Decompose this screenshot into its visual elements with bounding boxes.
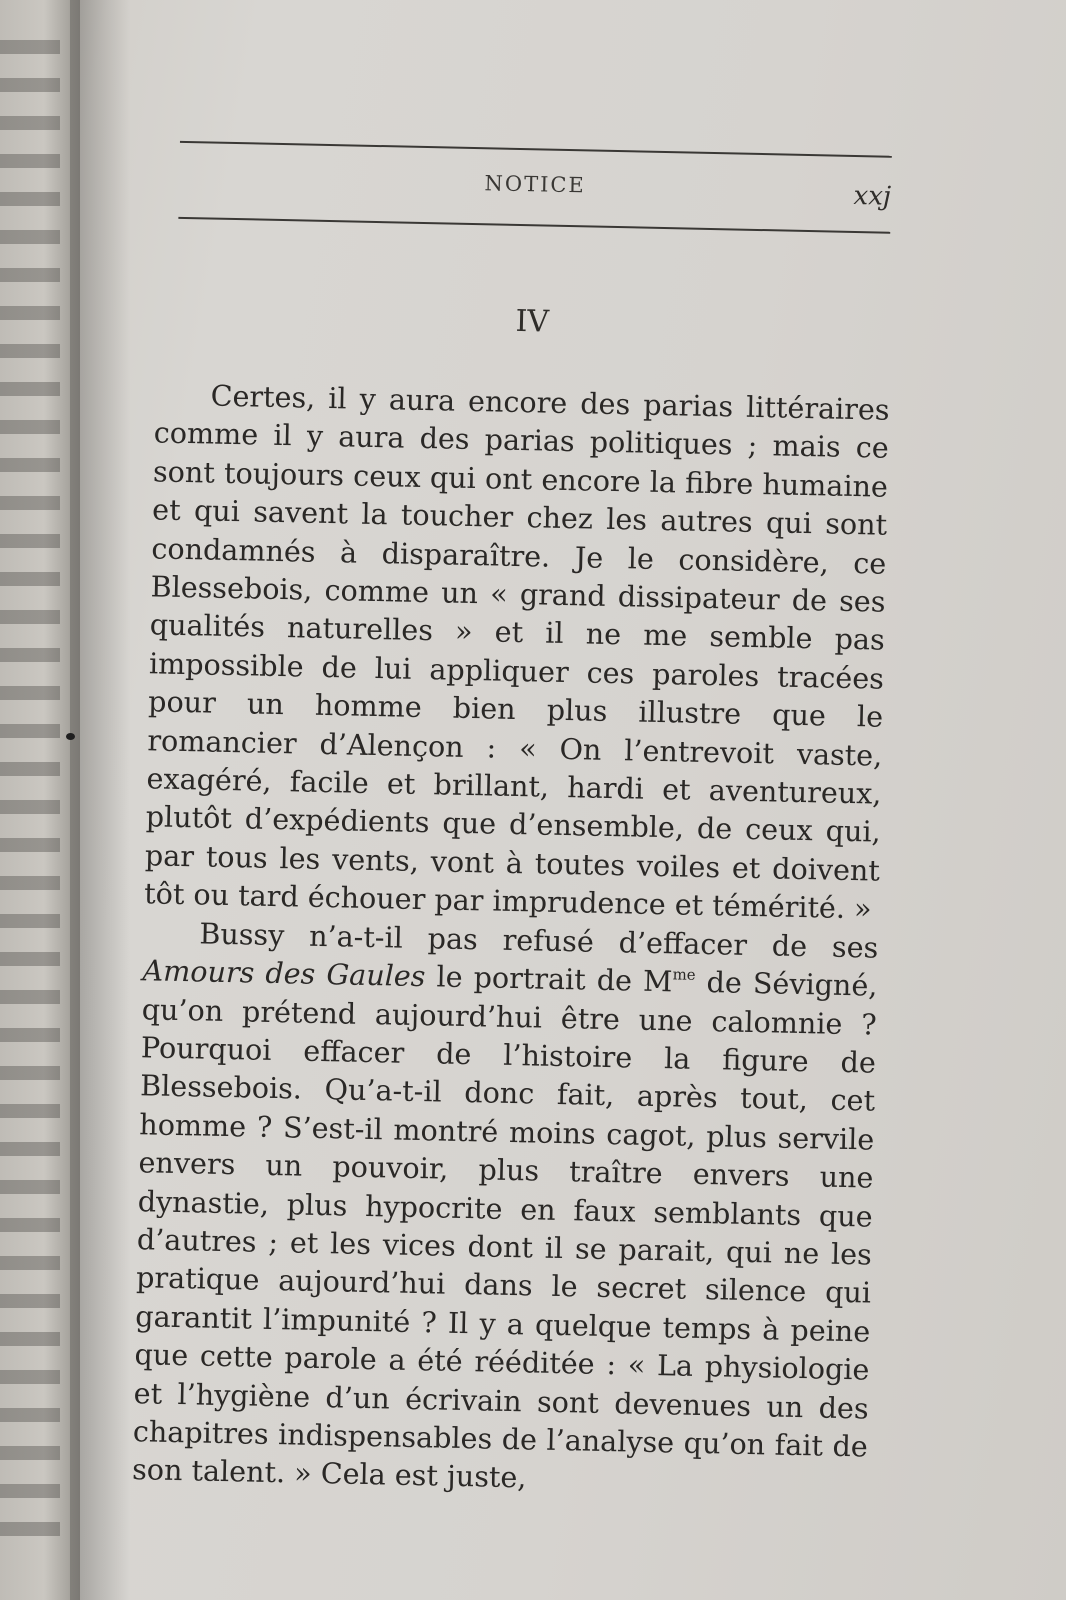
facing-page-text-blur [0, 40, 60, 1560]
section-numeral: IV [515, 303, 550, 340]
work-title-italic: Amours des Gaules [142, 953, 426, 994]
facing-page-edge [0, 0, 80, 1600]
paragraph-2-end: de Sévigné, qu’on prétend aujourd’hui être une calomnie ? Pourquoi effacer de l’histoire la figure de Blessebois. Qu’a-t-il donc fait, après tout, cet homme ? S’est-il montré moins cagot, plus servile envers un pouvoir, plus traître envers une dynastie, plus hypocrite en faux semblants que d’autres ; et les vices dont il se parait, qui ne les pratique aujourd’hui dans le secret silence qui garantit l’impunité ? Il y a quelque temps à peine que cette parole a été rééditée : « La physiologie et l’hygiène d’un écrivain sont devenues un des chapitres indispensables de l’analyse qu’on fait de son talent. » Cela est juste, [131, 964, 878, 1495]
page-number: xxj [853, 180, 892, 212]
paragraph-1: Certes, il y aura encore des parias littéraires comme il y aura des parias politiques ; mais ce sont toujours ceux qui ont encore la fibre humaine et qui savent la toucher chez les autres qui sont condamnés à disparaître. Je le considère, ce Blessebois, comme un « grand dissipateur de ses qualités naturelles » et il ne me semble pas impossible de lui appliquer ces paroles tracées pour un homme bien plus illustre que le romancier d’Alençon : « On l’entrevoit vaste, exagéré, facile et brillant, hardi et aventureux, plutôt d’expédients que d’ensemble, de ceux qui, par tous les vents, vont à toutes voiles et doivent tôt ou tard échouer par imprudence et témérité. » [143, 378, 890, 926]
paragraph-2-mid: le portrait de M [425, 959, 673, 999]
body-text [132, 375, 890, 1504]
page-content [112, 140, 910, 1505]
paper-speck [66, 733, 75, 740]
superscript-me: me [672, 965, 696, 984]
paragraph-2-start: Bussy n’a-t-il pas refusé d’effacer de ses [199, 916, 879, 965]
paragraph-2 [132, 913, 879, 1504]
running-header [178, 143, 891, 232]
running-header-title: NOTICE [484, 171, 587, 198]
